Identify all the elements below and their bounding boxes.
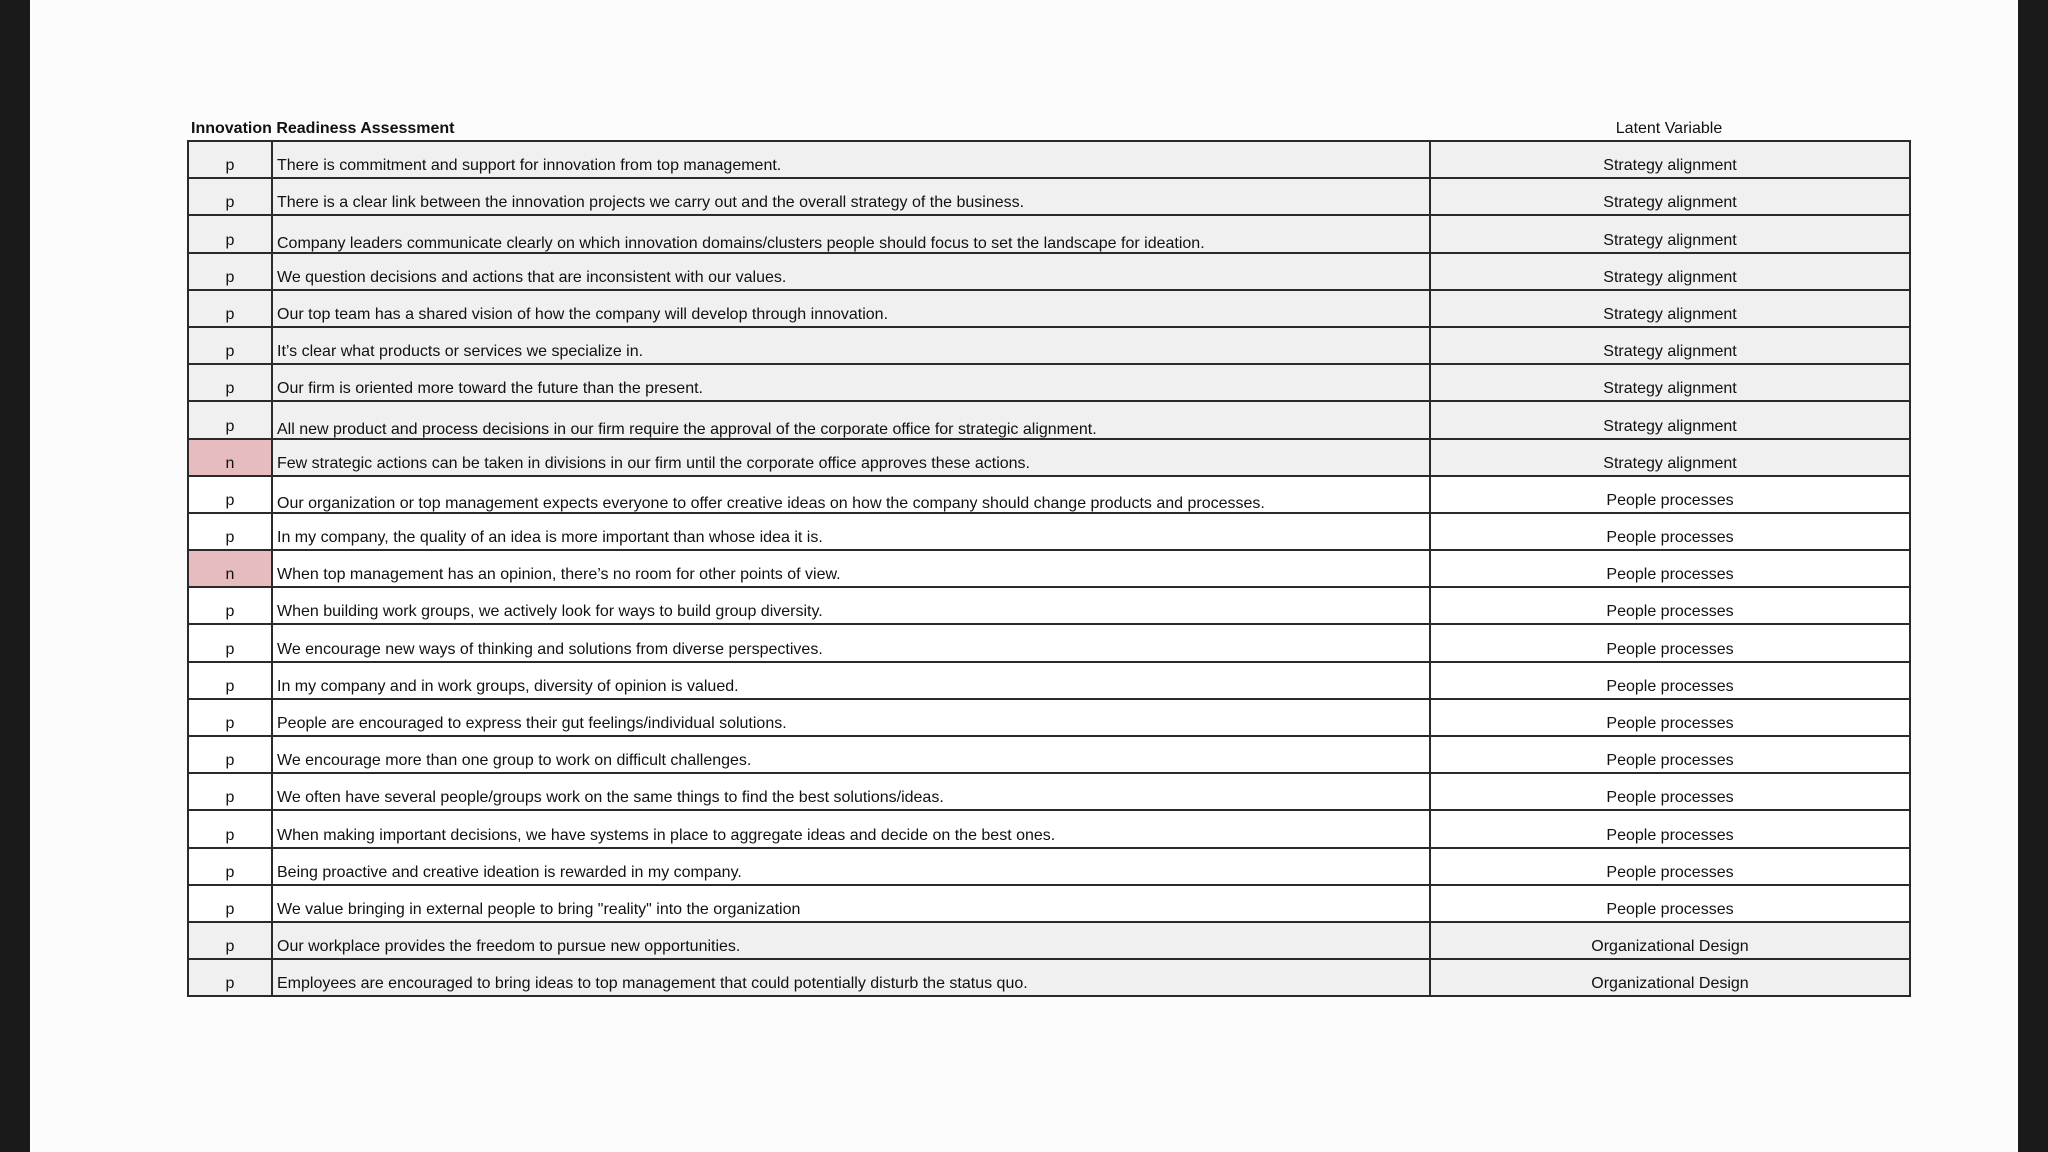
table-row: [188, 327, 1910, 364]
latent-variable-cell[interactable]: Strategy alignment: [1430, 364, 1910, 401]
statement-cell[interactable]: Our workplace provides the freedom to pursue new opportunities.: [272, 922, 1430, 959]
latent-variable-cell[interactable]: People processes: [1430, 885, 1910, 922]
table-row: [188, 550, 1910, 587]
assessment-rows: [188, 141, 1910, 996]
table-row: [188, 699, 1910, 736]
polarity-cell[interactable]: p: [188, 290, 272, 327]
polarity-cell[interactable]: p: [188, 587, 272, 624]
polarity-cell[interactable]: p: [188, 327, 272, 364]
polarity-cell[interactable]: p: [188, 922, 272, 959]
statement-cell[interactable]: We often have several people/groups work on the same things to find the best solutions/ideas.: [272, 773, 1430, 810]
statement-cell[interactable]: We encourage more than one group to work on difficult challenges.: [272, 736, 1430, 773]
assessment-table: [187, 140, 1911, 997]
latent-variable-cell[interactable]: People processes: [1430, 662, 1910, 699]
statement-cell[interactable]: When making important decisions, we have systems in place to aggregate ideas and decide on the best ones.: [272, 810, 1430, 847]
latent-variable-cell[interactable]: People processes: [1430, 848, 1910, 885]
statement-cell[interactable]: Our organization or top management expects everyone to offer creative ideas on how the company should change products and processes.: [272, 476, 1430, 513]
statement-cell[interactable]: Being proactive and creative ideation is rewarded in my company.: [272, 848, 1430, 885]
polarity-cell[interactable]: p: [188, 476, 272, 513]
table-row: [188, 587, 1910, 624]
latent-variable-cell[interactable]: People processes: [1430, 513, 1910, 550]
statement-cell[interactable]: When top management has an opinion, there’s no room for other points of view.: [272, 550, 1430, 587]
latent-variable-cell[interactable]: Strategy alignment: [1430, 401, 1910, 438]
statement-cell[interactable]: When building work groups, we actively look for ways to build group diversity.: [272, 587, 1430, 624]
statement-cell[interactable]: There is commitment and support for innovation from top management.: [272, 141, 1430, 178]
window-edge: [2018, 0, 2048, 1152]
polarity-cell[interactable]: p: [188, 401, 272, 438]
spreadsheet-page: [30, 0, 2018, 1152]
polarity-cell[interactable]: p: [188, 364, 272, 401]
latent-variable-cell[interactable]: Strategy alignment: [1430, 141, 1910, 178]
table-row: [188, 253, 1910, 290]
polarity-cell[interactable]: p: [188, 848, 272, 885]
statement-cell[interactable]: It’s clear what products or services we specialize in.: [272, 327, 1430, 364]
polarity-cell[interactable]: p: [188, 885, 272, 922]
statement-cell[interactable]: Our firm is oriented more toward the future than the present.: [272, 364, 1430, 401]
latent-variable-cell[interactable]: People processes: [1430, 699, 1910, 736]
latent-variable-cell[interactable]: Strategy alignment: [1430, 178, 1910, 215]
polarity-cell[interactable]: p: [188, 959, 272, 996]
table-row: [188, 736, 1910, 773]
latent-variable-cell[interactable]: People processes: [1430, 736, 1910, 773]
polarity-cell[interactable]: p: [188, 253, 272, 290]
table-row: [188, 476, 1910, 513]
polarity-cell[interactable]: p: [188, 662, 272, 699]
latent-variable-cell[interactable]: People processes: [1430, 550, 1910, 587]
table-row: [188, 773, 1910, 810]
latent-variable-cell[interactable]: Strategy alignment: [1430, 290, 1910, 327]
statement-cell[interactable]: People are encouraged to express their gut feelings/individual solutions.: [272, 699, 1430, 736]
table-row: [188, 290, 1910, 327]
statement-cell[interactable]: Few strategic actions can be taken in divisions in our firm until the corporate office approves these actions.: [272, 439, 1430, 476]
table-row: [188, 215, 1910, 252]
polarity-cell[interactable]: p: [188, 736, 272, 773]
table-row: [188, 810, 1910, 847]
table-row: [188, 959, 1910, 996]
latent-variable-cell[interactable]: People processes: [1430, 476, 1910, 513]
latent-variable-cell[interactable]: People processes: [1430, 810, 1910, 847]
table-row: [188, 922, 1910, 959]
latent-variable-cell[interactable]: Organizational Design: [1430, 959, 1910, 996]
latent-variable-cell[interactable]: People processes: [1430, 624, 1910, 661]
table-row: [188, 848, 1910, 885]
statement-cell[interactable]: We value bringing in external people to bring "reality" into the organization: [272, 885, 1430, 922]
polarity-cell[interactable]: p: [188, 773, 272, 810]
latent-variable-header: Latent Variable: [1615, 120, 1723, 137]
table-row: [188, 662, 1910, 699]
statement-cell[interactable]: In my company and in work groups, diversity of opinion is valued.: [272, 662, 1430, 699]
latent-variable-cell[interactable]: Strategy alignment: [1430, 439, 1910, 476]
polarity-cell[interactable]: n: [188, 550, 272, 587]
table-row: [188, 885, 1910, 922]
statement-cell[interactable]: We question decisions and actions that are inconsistent with our values.: [272, 253, 1430, 290]
latent-variable-cell[interactable]: Organizational Design: [1430, 922, 1910, 959]
table-row: [188, 513, 1910, 550]
polarity-cell[interactable]: p: [188, 513, 272, 550]
latent-variable-cell[interactable]: People processes: [1430, 587, 1910, 624]
table-row: [188, 141, 1910, 178]
sheet-title: Innovation Readiness Assessment: [191, 120, 455, 137]
statement-cell[interactable]: Our top team has a shared vision of how the company will develop through innovation.: [272, 290, 1430, 327]
statement-cell[interactable]: There is a clear link between the innovation projects we carry out and the overall strategy of the business.: [272, 178, 1430, 215]
table-row: [188, 178, 1910, 215]
polarity-cell[interactable]: n: [188, 439, 272, 476]
polarity-cell[interactable]: p: [188, 699, 272, 736]
latent-variable-cell[interactable]: Strategy alignment: [1430, 215, 1910, 252]
polarity-cell[interactable]: p: [188, 810, 272, 847]
table-row: [188, 401, 1910, 438]
latent-variable-cell[interactable]: People processes: [1430, 773, 1910, 810]
statement-cell[interactable]: In my company, the quality of an idea is more important than whose idea it is.: [272, 513, 1430, 550]
table-row: [188, 364, 1910, 401]
table-row: [188, 624, 1910, 661]
polarity-cell[interactable]: p: [188, 624, 272, 661]
polarity-cell[interactable]: p: [188, 141, 272, 178]
statement-cell[interactable]: We encourage new ways of thinking and solutions from diverse perspectives.: [272, 624, 1430, 661]
statement-cell[interactable]: Employees are encouraged to bring ideas to top management that could potentially disturb the status quo.: [272, 959, 1430, 996]
latent-variable-cell[interactable]: Strategy alignment: [1430, 327, 1910, 364]
polarity-cell[interactable]: p: [188, 215, 272, 252]
statement-cell[interactable]: All new product and process decisions in our firm require the approval of the corporate office for strategic alignment.: [272, 401, 1430, 438]
polarity-cell[interactable]: p: [188, 178, 272, 215]
latent-variable-cell[interactable]: Strategy alignment: [1430, 253, 1910, 290]
table-row: [188, 439, 1910, 476]
statement-cell[interactable]: Company leaders communicate clearly on which innovation domains/clusters people should focus to set the landscape for ideation.: [272, 215, 1430, 252]
